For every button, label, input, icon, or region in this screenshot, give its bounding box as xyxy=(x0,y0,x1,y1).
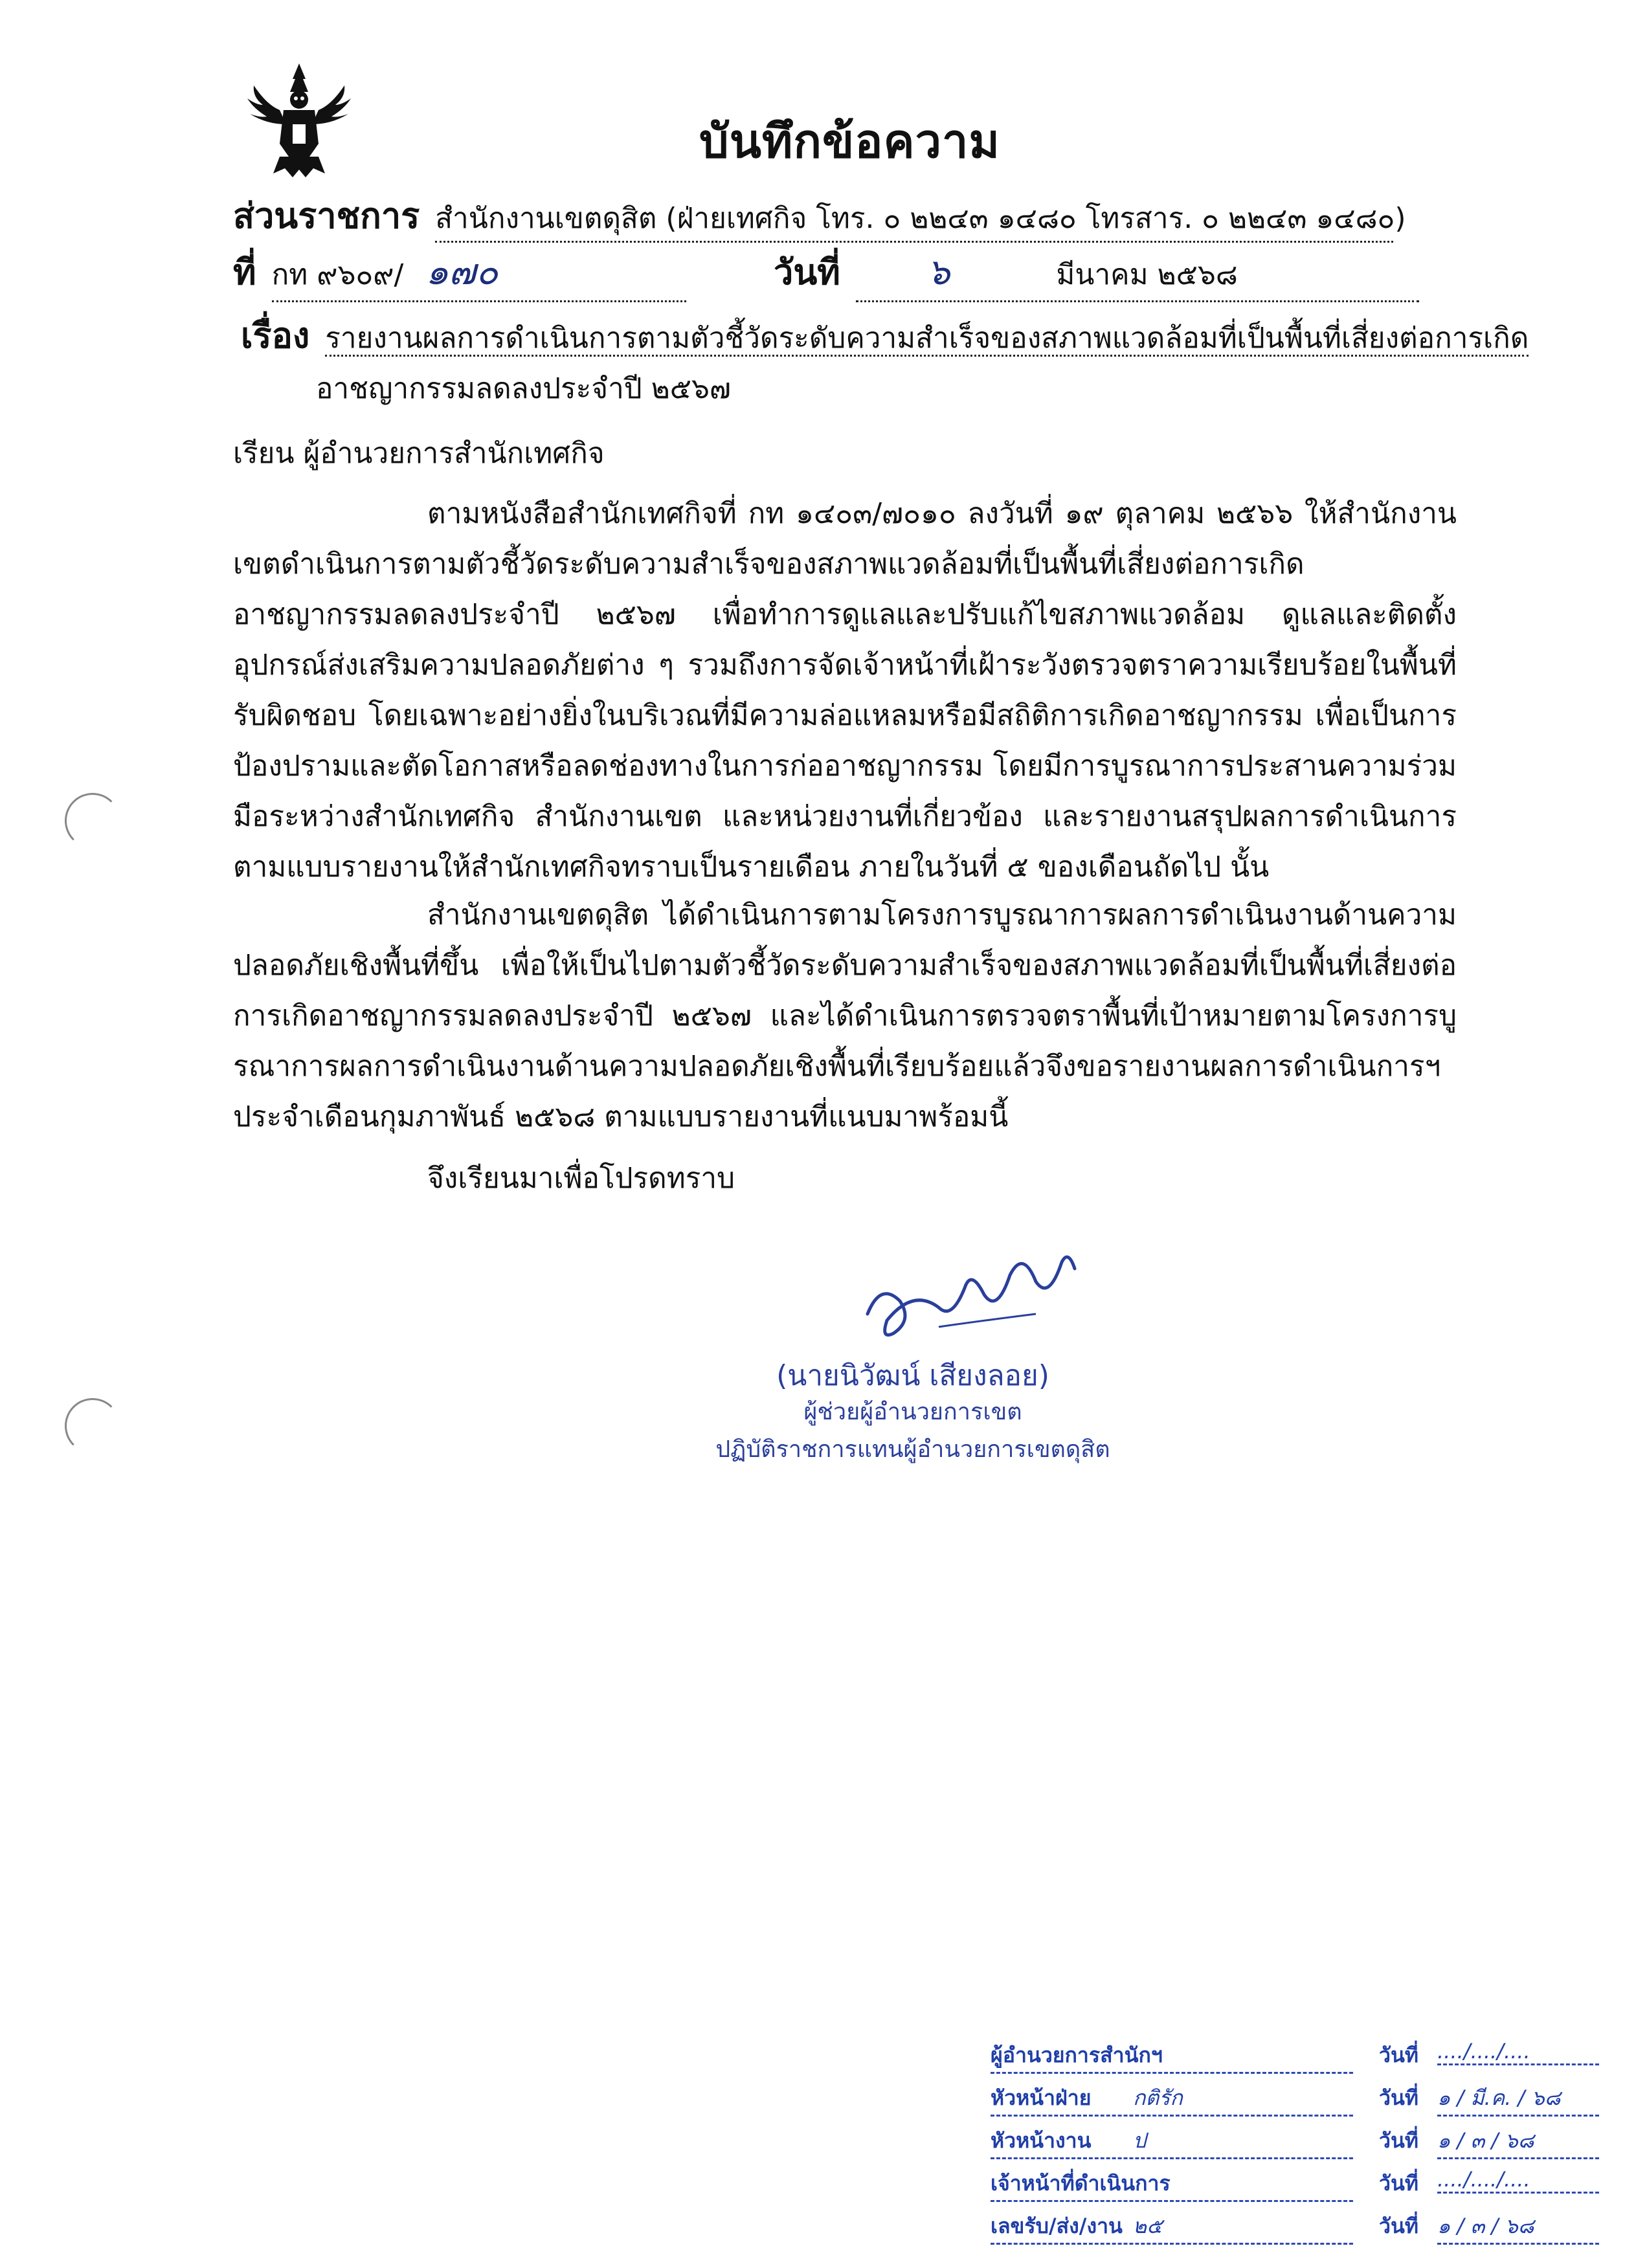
agency-label: ส่วนราชการ xyxy=(233,195,420,236)
date-value: มีนาคม ๒๕๖๘ xyxy=(1056,258,1238,291)
salutation: เรียน ผู้อำนวยการสำนักเทศกิจ xyxy=(233,437,605,470)
stamp-row-date: ๑ / ๓ / ๖๘ xyxy=(1437,2124,1599,2159)
body-paragraph-1-container xyxy=(233,489,1457,893)
stamp-row-date-label: วันที่ xyxy=(1379,2171,1418,2196)
reference-value: กท ๙๖๐๙/ xyxy=(271,258,404,291)
agency-value: สำนักงานเขตดุสิต (ฝ่ายเทศกิจ โทร. ๐ ๒๒๔๓ ๑๔๘๐ โทรสาร. ๐ ๒๒๔๓ ๑๔๘๐) xyxy=(435,195,1393,243)
punch-hole-top xyxy=(65,793,120,849)
stamp-row-label: ผู้อำนวยการสำนักฯ xyxy=(991,2039,1353,2074)
handwritten-signature-icon xyxy=(842,1223,1088,1353)
stamp-row xyxy=(991,2039,1606,2079)
signatory-position-2: ปฏิบัติราชการแทนผู้อำนวยการเขตดุสิต xyxy=(715,1436,1110,1463)
stamp-row xyxy=(991,2210,1606,2250)
stamp-row-date-label: วันที่ xyxy=(1379,2043,1418,2067)
body-paragraph-1: ตามหนังสือสำนักเทศกิจที่ กท ๑๔๐๓/๗๐๑๐ ลงวันที่ ๑๙ ตุลาคม ๒๕๖๖ ให้สำนักงานเขตดำเนินการตามตัวชี้วัดระดับความสำเร็จของสภาพแวดล้อมที่เป็นพื้นที่เสี่ยงต่อการเกิดอาชญากรรมลดลงประจำปี ๒๕๖๗ เพื่อทำการดูแลและปรับแก้ไขสภาพแวดล้อม ดูแลและติดตั้งอุปกรณ์ส่งเสริมความปลอดภัยต่าง ๆ รวมถึงการจัดเจ้าหน้าที่เฝ้าระวังตรวจตราความเรียบร้อยในพื้นที่รับผิดชอบ โดยเฉพาะอย่างยิ่งในบริเวณที่มีความล่อแหลมหรือมีสถิติการเกิดอาชญากรรม เพื่อเป็นการป้องปรามและตัดโอกาสหรือลดช่องทางในการก่ออาชญากรรม โดยมีการบูรณาการประสานความร่วมมือระหว่างสำนักเทศกิจ สำนักงานเขต และหน่วยงานที่เกี่ยวข้อง และรายงานสรุปผลการดำเนินการตามแบบรายงานให้สำนักเทศกิจทราบเป็นรายเดือน ภายในวันที่ ๕ ของเดือนถัดไป นั้น xyxy=(233,497,1457,884)
closing-line: จึงเรียนมาเพื่อโปรดทราบ xyxy=(427,1162,735,1195)
stamp-row-date: ๑ / ๓ / ๖๘ xyxy=(1437,2210,1599,2245)
stamp-row-date: ..../..../.... xyxy=(1437,2167,1599,2194)
subject-line-2: อาชญากรรมลดลงประจำปี ๒๕๖๗ xyxy=(316,372,732,405)
stamp-row-label: หัวหน้างาน xyxy=(991,2124,1353,2159)
stamp-row-value: ๒๕ xyxy=(1133,2214,1163,2238)
signatory-name: (นายนิวัฒน์ เสียงลอย) xyxy=(776,1359,1049,1392)
subject-label: เรื่อง xyxy=(241,315,310,356)
stamp-row-label: หัวหน้าฝ่าย xyxy=(991,2082,1353,2117)
punch-hole-bottom xyxy=(65,1398,120,1454)
body-paragraph-2-container xyxy=(233,890,1457,1142)
reference-label: ที่ xyxy=(233,252,256,293)
receiving-stamp xyxy=(991,2039,1606,2252)
stamp-row xyxy=(991,2124,1606,2164)
stamp-row-label: เลขรับ/ส่ง/งาน xyxy=(991,2210,1353,2245)
body-paragraph-2: สำนักงานเขตดุสิต ได้ดำเนินการตามโครงการบูรณาการผลการดำเนินงานด้านความปลอดภัยเชิงพื้นที่ขึ้น เพื่อให้เป็นไปตามตัวชี้วัดระดับความสำเร็จของสภาพแวดล้อมที่เป็นพื้นที่เสี่ยงต่อการเกิดอาชญากรรมลดลงประจำปี ๒๕๖๗ และได้ดำเนินการตรวจตราพื้นที่เป้าหมายตามโครงการบูรณาการผลการดำเนินงานด้านความปลอดภัยเชิงพื้นที่เรียบร้อยแล้วจึงขอรายงานผลการดำเนินการฯ ประจำเดือนกุมภาพันธ์ ๒๕๖๘ ตามแบบรายงานที่แนบมาพร้อมนี้ xyxy=(233,898,1457,1133)
date-row xyxy=(774,243,1419,302)
subject-line-1: รายงานผลการดำเนินการตามตัวชี้วัดระดับความสำเร็จของสภาพแวดล้อมที่เป็นพื้นที่เสี่ยงต่อการเกิด xyxy=(325,322,1529,357)
stamp-row-value: ป xyxy=(1133,2128,1147,2153)
stamp-row-date-label: วันที่ xyxy=(1379,2128,1418,2153)
signature-block xyxy=(712,1223,1114,1495)
stamp-row-date-label: วันที่ xyxy=(1379,2085,1418,2110)
stamp-row xyxy=(991,2167,1606,2207)
stamp-row-label: เจ้าหน้าที่ดำเนินการ xyxy=(991,2167,1353,2202)
subject-row xyxy=(241,307,1529,363)
stamp-row-date: ..../..../.... xyxy=(1437,2039,1599,2065)
signatory-position-1: ผู้ช่วยผู้อำนวยการเขต xyxy=(803,1399,1022,1425)
agency-row xyxy=(233,188,1406,243)
reference-handwritten-number: ๑๗๐ xyxy=(425,251,499,293)
document-title: บันทึกข้อความ xyxy=(699,114,1000,168)
stamp-row-value: กติรัก xyxy=(1133,2085,1183,2110)
stamp-row xyxy=(991,2082,1606,2122)
date-label: วันที่ xyxy=(774,252,840,293)
garuda-emblem-icon xyxy=(241,60,357,181)
reference-row xyxy=(233,243,686,302)
stamp-row-date: ๑ / มี.ค. / ๖๘ xyxy=(1437,2082,1599,2117)
stamp-row-date-label: วันที่ xyxy=(1379,2214,1418,2238)
date-handwritten-day: ๖ xyxy=(926,251,950,293)
